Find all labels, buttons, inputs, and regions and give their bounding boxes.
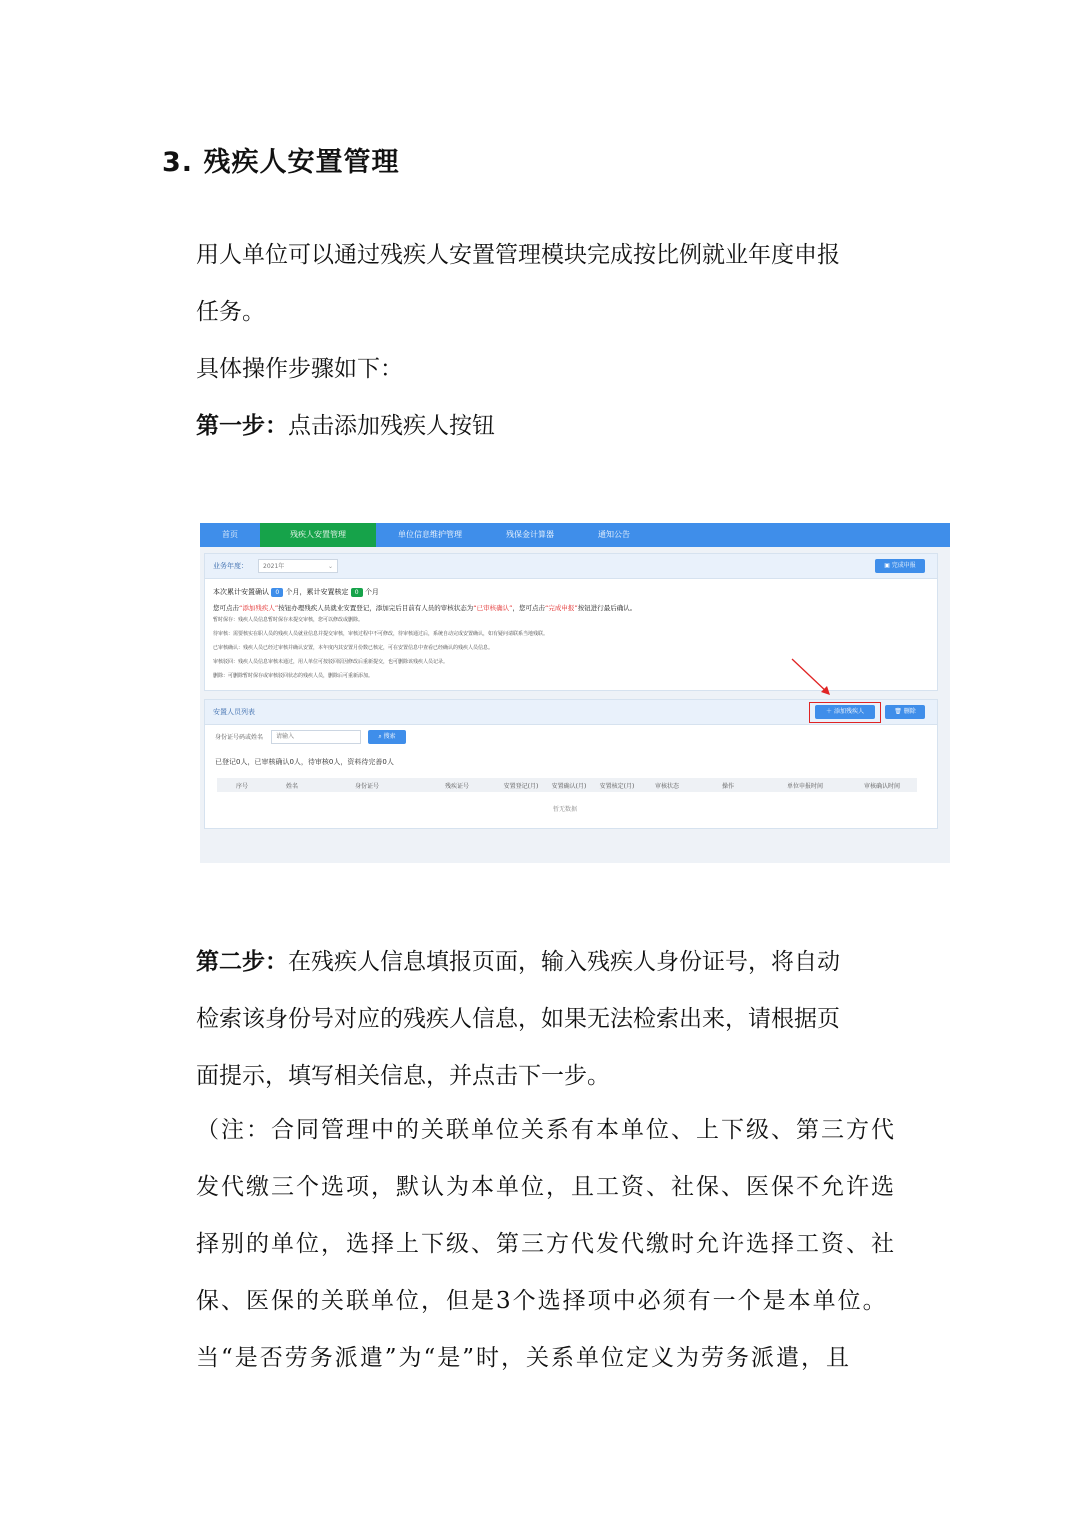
col-confirm-time: 审核确认时间 bbox=[863, 782, 900, 790]
intro-line-3: 具体操作步骤如下： bbox=[196, 356, 403, 382]
confirmed-count: 0 bbox=[271, 588, 283, 597]
note-line-1: （注：合同管理中的关联单位关系有本单位、上下级、第三方代 bbox=[196, 1117, 896, 1143]
col-submit-time: 单位申报时间 bbox=[786, 782, 823, 790]
year-bar bbox=[205, 554, 937, 579]
note-line-5: 当“是否劳务派遣”为“是”时，关系单位定义为劳务派遣，且 bbox=[196, 1345, 852, 1371]
trash-icon: 🗑 bbox=[894, 708, 904, 715]
hint-b: “添加残疾人” bbox=[239, 604, 279, 612]
list-panel bbox=[204, 699, 938, 829]
note-line-3: 择别的单位，选择上下级、第三方代发代缴时允许选择工资、社 bbox=[196, 1231, 896, 1257]
delete-btn-label: 删除 bbox=[903, 708, 916, 715]
list-title: 安置人员列表 bbox=[213, 708, 255, 716]
step1-line bbox=[196, 398, 916, 455]
year-label: 业务年度： bbox=[213, 562, 248, 570]
year-value: 2021年 bbox=[263, 563, 285, 570]
stats-line: 已登记0人，已审核确认0人，待审核0人，资料待完善0人 bbox=[215, 758, 394, 766]
hint-d: “已审核确认” bbox=[473, 604, 513, 612]
document-icon: ▣ bbox=[884, 562, 892, 569]
col-name: 姓名 bbox=[285, 782, 298, 790]
hint-f: “完成申报” bbox=[545, 604, 578, 612]
col-disability-cert: 残疾证号 bbox=[444, 782, 469, 790]
step2-line-3: 面提示，填写相关信息，并点击下一步。 bbox=[196, 1063, 610, 1089]
top-nav bbox=[200, 523, 950, 547]
note-5: 删除：可删除暂时保存或审核驳回状态的残疾人员，删除后可重新添加。 bbox=[213, 673, 374, 679]
delete-button[interactable] bbox=[885, 705, 925, 719]
step2-line-2: 检索该身份号对应的残疾人信息，如果无法检索出来，请根据页 bbox=[196, 1006, 840, 1032]
intro-line-1: 用人单位可以通过残疾人安置管理模块完成按比例就业年度申报 bbox=[196, 242, 840, 268]
summary-post: 个月 bbox=[364, 588, 379, 596]
embedded-screenshot bbox=[200, 523, 950, 863]
hint-a: 您可点击 bbox=[213, 604, 239, 612]
hint-e: ，您可点击 bbox=[512, 604, 545, 612]
note-3: 已审核确认：残疾人员已经过审核并确认安置，本年度内其安置月份数已核定，可在安置信息中查看已经确认的残疾人员信息。 bbox=[213, 645, 494, 651]
search-icon: ⌕ bbox=[378, 733, 384, 740]
step2-text-1: 在残疾人信息填报页面，输入残疾人身份证号，将自动 bbox=[288, 949, 840, 975]
note-line-2: 发代缴三个选项，默认为本单位，且工资、社保、医保不允许选 bbox=[196, 1174, 896, 1200]
red-arrow-annotation bbox=[790, 657, 835, 699]
note-2: 待审核：需要核实在职人员的残疾人员就业信息并提交审核，审核过程中不可修改，待审核通过后，系统自动完成安置确认，如有疑问请联系当地残联。 bbox=[213, 631, 549, 637]
step2-paragraph bbox=[196, 934, 916, 1105]
search-label: 身份证号码或姓名 bbox=[215, 734, 264, 741]
col-index: 序号 bbox=[235, 782, 248, 790]
intro-line-2: 任务。 bbox=[196, 299, 265, 325]
table-header bbox=[217, 778, 917, 792]
step2-line-1 bbox=[196, 934, 916, 991]
nav-unit-info[interactable]: 单位信息维护管理 bbox=[398, 530, 462, 539]
section-title: 3. 残疾人安置管理 bbox=[162, 147, 400, 178]
complete-declaration-button[interactable] bbox=[875, 559, 925, 573]
note-paragraph bbox=[196, 1102, 916, 1387]
col-status: 审核状态 bbox=[654, 782, 679, 790]
nav-placement-management[interactable]: 残疾人安置管理 bbox=[260, 523, 376, 547]
note-1: 暂时保存：残疾人员信息暂时保存未提交审核，您可以修改或删除。 bbox=[213, 617, 364, 623]
summary-pre: 本次累计安置确认 bbox=[213, 588, 269, 596]
summary-line bbox=[213, 587, 379, 597]
summary-mid: 个月，累计安置核定 bbox=[285, 588, 349, 596]
hint-c: 按钮办理残疾人员就业安置登记，添加完后目前有人员的审核状态为 bbox=[278, 604, 474, 612]
complete-btn-label: 完成申报 bbox=[891, 562, 916, 569]
year-select[interactable] bbox=[258, 559, 338, 573]
nav-notices[interactable]: 通知公告 bbox=[598, 530, 630, 539]
col-actions: 操作 bbox=[721, 782, 734, 790]
step1-label: 第一步： bbox=[196, 413, 288, 439]
col-registered: 安置登记(月) bbox=[503, 782, 539, 790]
empty-table-text: 暂无数据 bbox=[552, 806, 577, 813]
hint-g: 按钮进行最后确认。 bbox=[577, 604, 637, 612]
col-approved: 安置核定(月) bbox=[599, 782, 635, 790]
hint-line bbox=[213, 603, 636, 612]
col-confirmed: 安置确认(月) bbox=[551, 782, 587, 790]
approved-count: 0 bbox=[351, 588, 363, 597]
step2-label: 第二步： bbox=[196, 949, 288, 975]
step1-text: 点击添加残疾人按钮 bbox=[288, 413, 495, 439]
col-id-number: 身份证号 bbox=[354, 782, 379, 790]
add-disabled-person-button[interactable]: ＋ 添加残疾人 bbox=[815, 705, 875, 719]
intro-paragraph bbox=[196, 227, 916, 455]
note-4: 审核驳回：残疾人员信息审核未通过，用人单位可按驳回原因修改后重新提交，也可删除该残疾人员记录。 bbox=[213, 659, 449, 665]
note-line-4: 保、医保的关联单位，但是3个选择项中必须有一个是本单位。 bbox=[196, 1288, 888, 1314]
chevron-down-icon: ⌄ bbox=[327, 563, 333, 570]
search-button[interactable] bbox=[368, 730, 406, 744]
search-input[interactable] bbox=[271, 730, 361, 744]
search-btn-label: 搜索 bbox=[383, 733, 396, 740]
nav-calculator[interactable]: 残保金计算器 bbox=[506, 530, 554, 539]
nav-home[interactable]: 首页 bbox=[222, 530, 238, 539]
